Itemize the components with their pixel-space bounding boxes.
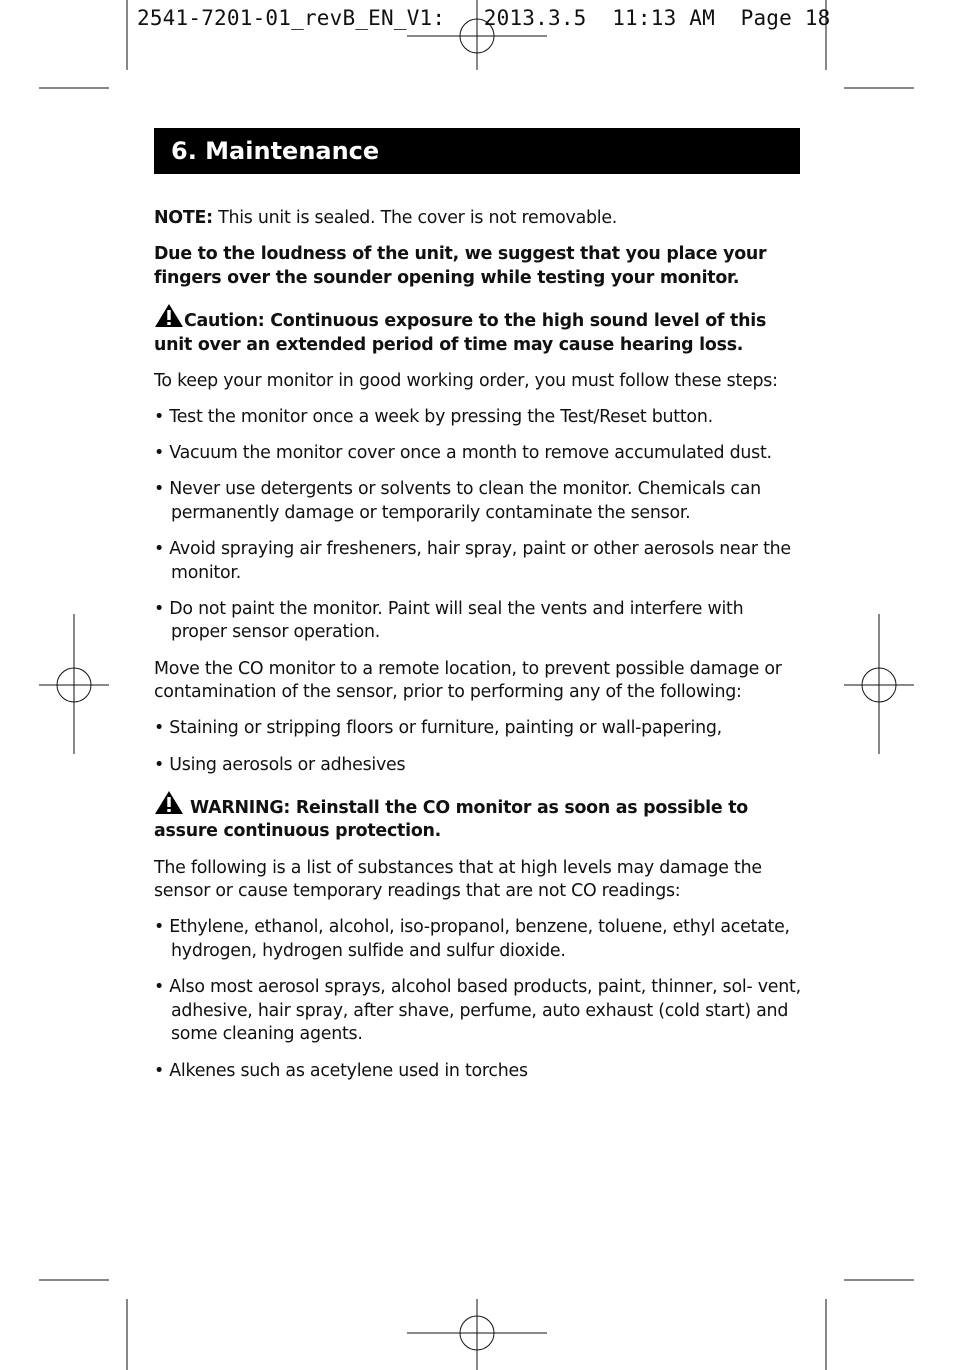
- warning-triangle-icon: [154, 790, 184, 815]
- warning-text: WARNING: Reinstall the CO monitor as soon as possible to assure continuous protection.: [154, 797, 749, 842]
- note-label: NOTE:: [154, 208, 213, 228]
- step-item: • Vacuum the monitor cover once a month to remove accumulated dust.: [154, 443, 772, 464]
- print-slug-line: 2541-7201-01_revB_EN_V1: 2013.3.5 11:13 AM Page 18: [137, 6, 831, 30]
- loudness-paragraph: Due to the loudness of the unit, we suggest that you place your fingers over the sounder opening while testing your monitor.: [154, 244, 767, 288]
- step-item: • Avoid spraying air fresheners, hair spray, paint or other aerosols near the monitor.: [154, 539, 791, 583]
- section-header-band: [154, 128, 800, 174]
- substance-item: • Alkenes such as acetylene used in torches: [154, 1060, 528, 1081]
- substance-item: • Also most aerosol sprays, alcohol based products, paint, thinner, sol- vent, adhesive, hair spray, after shave, perfume, auto exhaust (cold start) and some cleaning agents.: [154, 977, 801, 1045]
- note-paragraph: [154, 207, 804, 231]
- note-text: This unit is sealed. The cover is not removable.: [212, 208, 618, 228]
- warning-triangle-icon: [154, 303, 184, 328]
- caution-paragraph: [154, 303, 804, 357]
- section-title: 6. Maintenance: [171, 137, 380, 165]
- step-item: • Never use detergents or solvents to clean the monitor. Chemicals can permanently damage or temporarily contaminate the sensor.: [154, 479, 761, 523]
- move-item: • Using aerosols or adhesives: [154, 754, 406, 775]
- substance-item: • Ethylene, ethanol, alcohol, iso-propanol, benzene, toluene, ethyl acetate, hydrogen, hydrogen sulfide and sulfur dioxide.: [154, 917, 790, 961]
- intro-paragraph: To keep your monitor in good working order, you must follow these steps:: [154, 370, 778, 391]
- step-item: • Test the monitor once a week by pressing the Test/Reset button.: [154, 406, 713, 427]
- caution-text: Caution: Continuous exposure to the high sound level of this unit over an extended period of time may cause hearing loss.: [154, 310, 767, 355]
- step-item: • Do not paint the monitor. Paint will seal the vents and interfere with proper sensor operation.: [154, 598, 744, 643]
- move-paragraph: Move the CO monitor to a remote location, to prevent possible damage or contamination of the sensor, prior to performing any of the following:: [154, 658, 782, 703]
- substances-intro: The following is a list of substances that at high levels may damage the sensor or cause temporary readings that are not CO readings:: [154, 857, 762, 902]
- warning-paragraph: [154, 790, 804, 844]
- move-item: • Staining or stripping floors or furniture, painting or wall-papering,: [154, 718, 722, 739]
- maintenance-body: [154, 207, 804, 1096]
